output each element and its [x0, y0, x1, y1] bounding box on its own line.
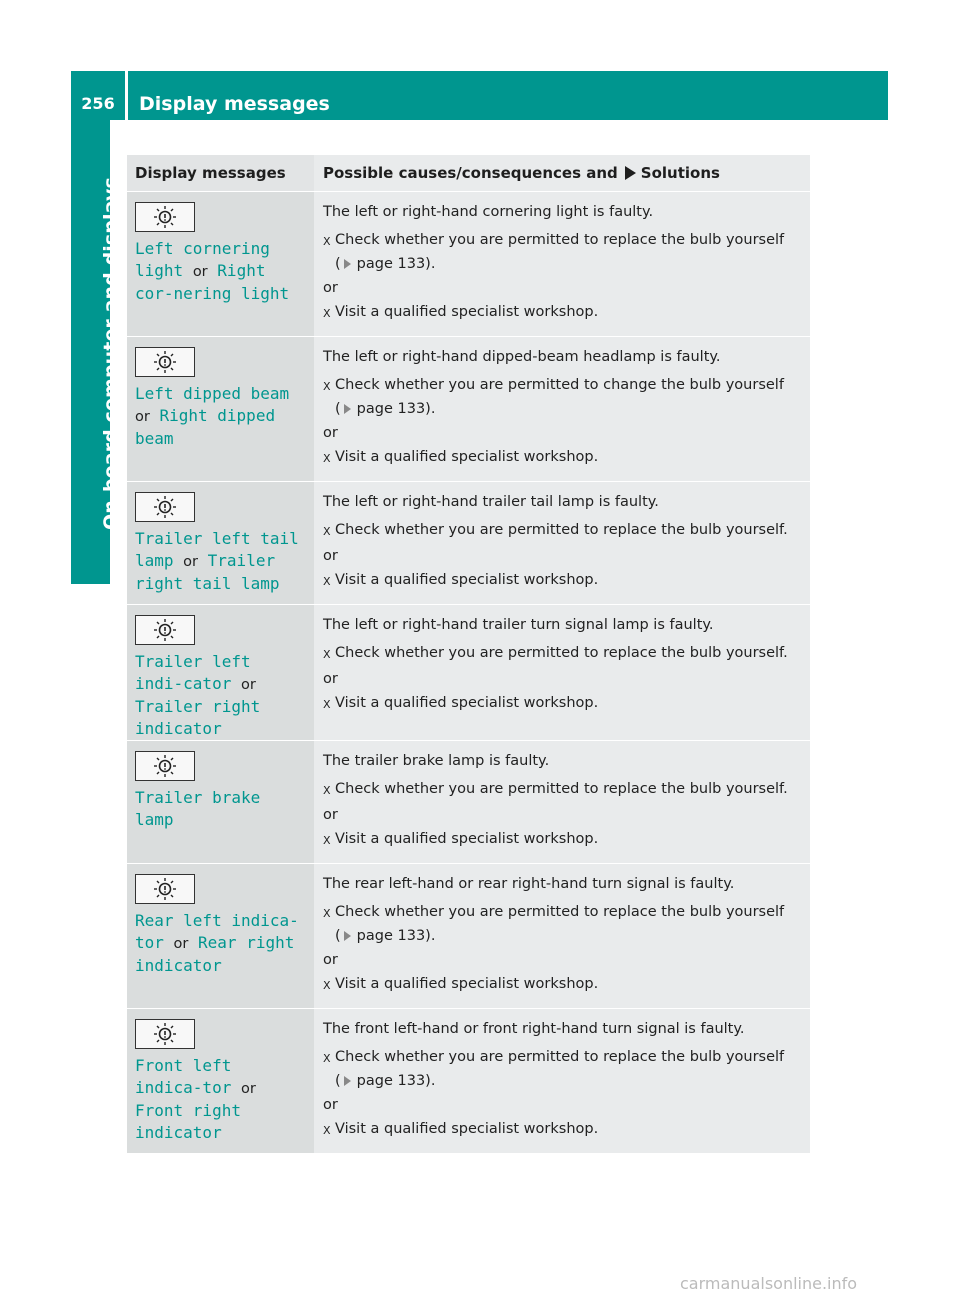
or-word: or — [240, 677, 256, 693]
solution-step-text: Check whether you are permitted to replace the bulb yourself — [335, 1049, 785, 1065]
x-bullet-icon: X — [323, 1124, 331, 1137]
message-primary: Trailer left indi‐cator — [135, 652, 251, 693]
page-reference-text: page 133). — [356, 256, 436, 272]
display-message-text — [135, 238, 308, 305]
or-separator: or — [323, 952, 338, 968]
message-primary: Left cornering light — [135, 239, 270, 280]
page-reference-text: page 133). — [356, 928, 436, 944]
message-alternate: Front right indicator — [135, 1101, 241, 1142]
display-message-text — [135, 383, 308, 450]
solution-step — [323, 1047, 802, 1069]
display-message-cell — [127, 605, 314, 740]
or-word: or — [173, 936, 189, 952]
cause-text: The left or right-hand dipped-beam headlamp is faulty. — [323, 349, 721, 365]
table-row — [127, 337, 810, 482]
solution-step-text: Visit a qualified specialist workshop. — [335, 572, 599, 588]
solution-step — [323, 974, 802, 996]
solution-step-text: Visit a qualified specialist workshop. — [335, 695, 599, 711]
solution-step-text: Check whether you are permitted to replace the bulb yourself. — [335, 645, 788, 661]
display-message-cell — [127, 337, 314, 481]
column-header-display-messages: Display messages — [127, 155, 314, 191]
page-reference-text: page 133). — [356, 1073, 436, 1089]
bulb-warning-icon — [135, 347, 195, 377]
page-reference: ( page 133). — [335, 256, 436, 272]
solution-step — [323, 829, 802, 851]
x-bullet-icon: X — [323, 834, 331, 847]
solution-step-text: Check whether you are permitted to replace the bulb yourself — [335, 904, 785, 920]
message-alternate: Trailer right tail lamp — [135, 551, 280, 593]
message-primary: Rear left indica‐tor — [135, 911, 299, 952]
bulb-warning-icon — [135, 202, 195, 232]
solution-step — [323, 643, 802, 665]
display-message-text — [135, 651, 308, 740]
x-bullet-icon: X — [323, 452, 331, 465]
page-reference: ( page 133). — [335, 1073, 436, 1089]
solution-step-text: Check whether you are permitted to replace the bulb yourself. — [335, 522, 788, 538]
causes-header-text: Possible causes/consequences and — [323, 164, 618, 182]
solutions-cell — [314, 605, 810, 740]
cause-text: The left or right-hand trailer turn signal lamp is faulty. — [323, 617, 714, 633]
message-alternate: Right dipped beam — [135, 406, 276, 448]
solution-step-text: Visit a qualified specialist workshop. — [335, 976, 599, 992]
table-row — [127, 741, 810, 864]
table-row — [127, 1009, 810, 1154]
display-messages-table — [127, 155, 810, 1154]
table-body — [127, 192, 810, 1154]
solution-step — [323, 447, 802, 469]
solution-step — [323, 230, 802, 252]
solution-step — [323, 902, 802, 924]
bulb-warning-icon — [135, 1019, 195, 1049]
or-separator: or — [323, 807, 338, 823]
header-divider — [125, 71, 128, 120]
x-bullet-icon: X — [323, 575, 331, 588]
or-word: or — [192, 264, 208, 280]
cause-text: The left or right-hand cornering light is faulty. — [323, 204, 654, 220]
or-separator: or — [323, 280, 338, 296]
x-bullet-icon: X — [323, 648, 331, 661]
display-message-cell — [127, 741, 314, 863]
display-message-text — [135, 910, 308, 977]
cause-text: The left or right-hand trailer tail lamp is faulty. — [323, 494, 659, 510]
cause-text: The trailer brake lamp is faulty. — [323, 753, 550, 769]
display-message-text — [135, 787, 308, 831]
bulb-warning-icon — [135, 751, 195, 781]
display-message-cell — [127, 1009, 314, 1153]
cause-text: The rear left-hand or rear right-hand turn signal is faulty. — [323, 876, 735, 892]
display-message-cell — [127, 482, 314, 604]
message-primary: Trailer brake lamp — [135, 788, 261, 829]
solution-step — [323, 570, 802, 592]
section-side-label: On-board computer and displays — [100, 177, 122, 530]
x-bullet-icon: X — [323, 380, 331, 393]
solutions-header-text: Solutions — [640, 164, 720, 182]
bulb-warning-icon — [135, 492, 195, 522]
solution-step — [323, 302, 802, 324]
solutions-cell — [314, 864, 810, 1008]
solution-step — [323, 375, 802, 397]
table-row — [127, 864, 810, 1009]
solution-step-text: Visit a qualified specialist workshop. — [335, 1121, 599, 1137]
solution-step — [323, 693, 802, 715]
page-reference: ( page 133). — [335, 928, 436, 944]
solutions-cell — [314, 192, 810, 336]
table-row — [127, 482, 810, 605]
x-bullet-icon: X — [323, 307, 331, 320]
message-alternate: Right cor‐nering light — [135, 261, 290, 303]
page-ref-arrow-icon — [344, 404, 351, 414]
solutions-cell — [314, 337, 810, 481]
solution-arrow-icon — [625, 166, 636, 180]
or-word: or — [240, 1081, 256, 1097]
x-bullet-icon: X — [323, 698, 331, 711]
page-ref-arrow-icon — [344, 931, 351, 941]
x-bullet-icon: X — [323, 1052, 331, 1065]
x-bullet-icon: X — [323, 235, 331, 248]
page-reference: ( page 133). — [335, 401, 436, 417]
solution-step — [323, 779, 802, 801]
solutions-cell — [314, 482, 810, 604]
message-alternate: Rear right indicator — [135, 933, 295, 975]
x-bullet-icon: X — [323, 907, 331, 920]
watermark: carmanualsonline.info — [680, 1274, 858, 1293]
solution-step — [323, 520, 802, 542]
x-bullet-icon: X — [323, 784, 331, 797]
message-primary: Left dipped beam — [135, 384, 290, 403]
bulb-warning-icon — [135, 874, 195, 904]
table-header — [127, 155, 810, 192]
page-header — [71, 71, 888, 120]
bulb-warning-icon — [135, 615, 195, 645]
or-word: or — [135, 409, 150, 425]
solution-step-text: Check whether you are permitted to replace the bulb yourself. — [335, 781, 788, 797]
message-primary: Front left indica‐tor — [135, 1056, 232, 1097]
solution-step-text: Visit a qualified specialist workshop. — [335, 449, 599, 465]
message-alternate: Trailer right indicator — [135, 697, 261, 738]
display-message-text — [135, 1055, 308, 1144]
or-separator: or — [323, 671, 338, 687]
display-message-cell — [127, 864, 314, 1008]
x-bullet-icon: X — [323, 979, 331, 992]
message-primary: Trailer left tail lamp — [135, 529, 299, 570]
solution-step — [323, 1119, 802, 1141]
or-separator: or — [323, 425, 338, 441]
page-ref-arrow-icon — [344, 1076, 351, 1086]
display-message-cell — [127, 192, 314, 336]
or-word: or — [183, 554, 199, 570]
page-reference-text: page 133). — [356, 401, 436, 417]
table-row — [127, 192, 810, 337]
page-ref-arrow-icon — [344, 259, 351, 269]
solution-step-text: Visit a qualified specialist workshop. — [335, 831, 599, 847]
page-title: Display messages — [139, 93, 330, 115]
x-bullet-icon: X — [323, 525, 331, 538]
solution-step-text: Check whether you are permitted to replace the bulb yourself — [335, 232, 785, 248]
page-number: 256 — [81, 94, 115, 113]
column-header-causes-solutions — [314, 155, 810, 191]
solutions-cell — [314, 1009, 810, 1153]
or-separator: or — [323, 548, 338, 564]
display-message-text — [135, 528, 308, 595]
cause-text: The front left-hand or front right-hand turn signal is faulty. — [323, 1021, 745, 1037]
table-row — [127, 605, 810, 741]
solutions-cell — [314, 741, 810, 863]
solution-step-text: Visit a qualified specialist workshop. — [335, 304, 599, 320]
or-separator: or — [323, 1097, 338, 1113]
solution-step-text: Check whether you are permitted to change the bulb yourself — [335, 377, 784, 393]
